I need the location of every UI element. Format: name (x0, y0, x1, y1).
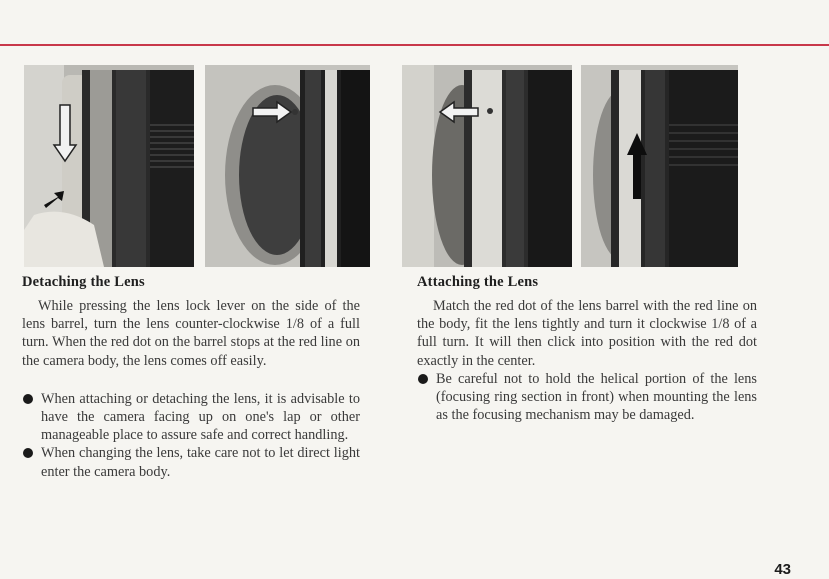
bullet-item: Be careful not to hold the helical portion of the lens (focusing ring section in front) when mounting the lens as the focusing mechanism may be damaged. (417, 370, 757, 425)
bullet-dot-icon (418, 374, 428, 384)
attaching-paragraph: Match the red dot of the lens barrel with the red line on the body, fit the lens tightly and turn it clockwise 1/8 of a full turn. It will then click into position with the red dot exactly in the center. (417, 298, 757, 369)
bullet-dot-icon (23, 448, 33, 458)
lens-rotation-photo-icon (581, 65, 738, 267)
bullet-item: When changing the lens, take care not to let direct light enter the camera body. (22, 444, 360, 480)
bullet-dot-icon (23, 394, 33, 404)
detaching-section (22, 274, 360, 481)
bullet-item: When attaching or detaching the lens, it is advisable to have the camera facing up on one's lap or other manageable place to assure safe and correct handling. (22, 390, 360, 445)
attaching-section (417, 274, 757, 424)
lens-mount-photo-icon (205, 65, 370, 267)
lens-alignment-photo-icon (402, 65, 572, 267)
detaching-bullets (22, 390, 360, 481)
page-number: 43 (774, 561, 791, 578)
attaching-heading: Attaching the Lens (417, 274, 539, 290)
detaching-heading: Detaching the Lens (22, 274, 145, 290)
lens-release-photo-icon (24, 65, 194, 267)
detaching-paragraph: While pressing the lens lock lever on the side of the lens barrel, turn the lens counter-clockwise 1/8 of a full turn. When the red dot on the barrel stops at the red line on the camera body, the lens comes off easily. (22, 298, 360, 369)
attaching-bullets (417, 370, 757, 425)
top-red-rule (0, 44, 829, 46)
